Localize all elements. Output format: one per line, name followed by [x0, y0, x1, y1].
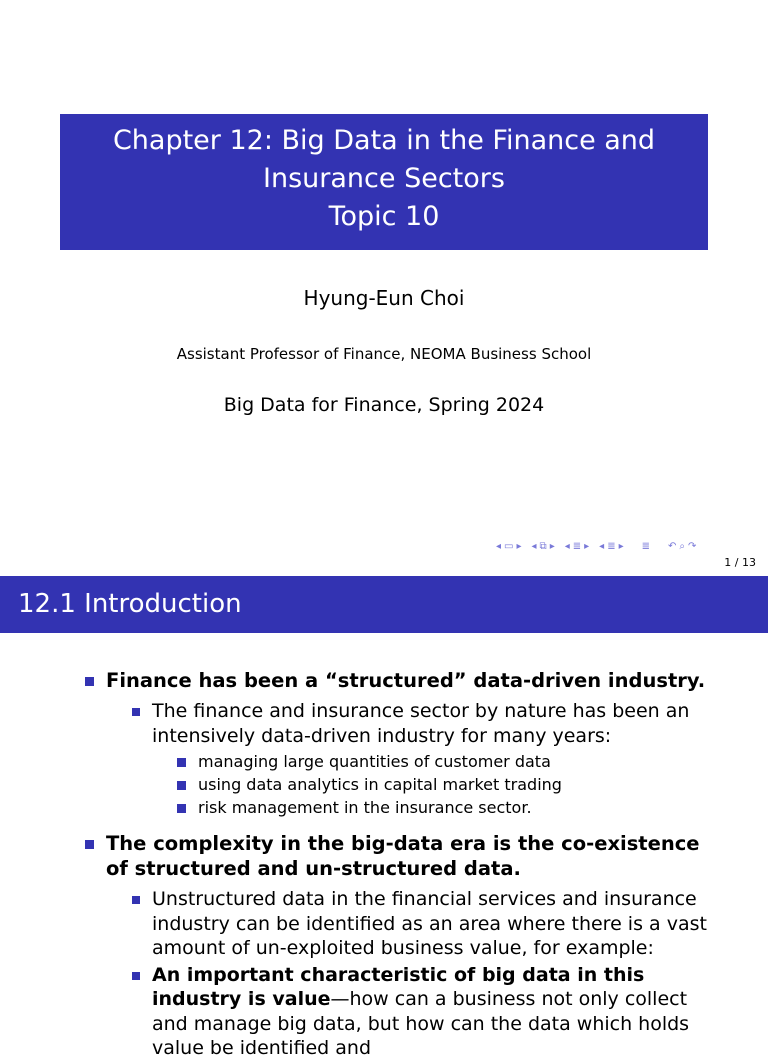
nav-next-slide-icon[interactable]: ▸: [516, 540, 522, 552]
sub-sub-bullet: [0, 796, 768, 819]
nav-subsection-icon[interactable]: ≣: [572, 540, 582, 552]
title-line-3: Topic 10: [328, 201, 440, 232]
nav-prev-section-icon[interactable]: ◂: [599, 540, 605, 552]
title-line-2: Insurance Sectors: [263, 163, 505, 194]
author-name: Hyung-Eun Choi: [303, 286, 465, 310]
slide-content: [0, 668, 768, 1061]
sub-sub-bullet-text: risk management in the insurance sector.: [198, 798, 532, 817]
author-institute: Assistant Professor of Finance, NEOMA Business School: [176, 345, 592, 363]
nav-next-subsection-icon[interactable]: ▸: [584, 540, 590, 552]
nav-forward-icon[interactable]: ↷: [688, 540, 697, 552]
beamer-navigation-bar: [496, 538, 764, 554]
nav-next-section-icon[interactable]: ▸: [618, 540, 624, 552]
bullet-square-icon: [132, 972, 140, 980]
bullet-square-icon: [132, 708, 140, 716]
title-line-1: Chapter 12: Big Data in the Finance and: [112, 125, 656, 156]
nav-toc-icon[interactable]: ≣: [641, 540, 651, 552]
bullet-square-icon: [85, 677, 94, 686]
sub-sub-bullet-text: managing large quantities of customer data: [198, 752, 551, 771]
sub-bullet-bold-text: An important characteristic of big data in this industry is value: [152, 963, 645, 1010]
nav-search-icon[interactable]: ⌕: [679, 540, 686, 552]
bullet-square-icon: [177, 804, 186, 813]
sub-bullet: [0, 887, 768, 961]
nav-section-icon[interactable]: ≣: [607, 540, 616, 552]
bullet-square-icon: [85, 840, 94, 849]
sub-sub-bullet-text: using data analytics in capital market trading: [198, 775, 562, 794]
bullet-text: The complexity in the big-data era is the co-existence of structured and un-structured data.: [106, 832, 700, 880]
nav-back-icon[interactable]: ↶: [668, 540, 677, 552]
sub-bullet-text: The finance and insurance sector by nature has been an intensively data-driven industry for many years:: [152, 700, 690, 747]
nav-next-frame-icon[interactable]: ▸: [549, 540, 555, 552]
sub-sub-bullet: [0, 773, 768, 796]
sub-bullet-text: Unstructured data in the financial services and insurance industry can be identified as an area where there is a vast amount of un-exploited business value, for example:: [152, 888, 707, 959]
nav-prev-subsection-icon[interactable]: ◂: [564, 540, 570, 552]
page-number: 1 / 13: [724, 556, 756, 569]
nav-frame-icon[interactable]: ⧉: [539, 540, 547, 552]
bullet-square-icon: [132, 896, 140, 904]
sub-bullet-text: —how can a business not only collect and manage big data, but how can the data which holds value be identified and: [152, 988, 690, 1059]
introduction-slide: [0, 576, 768, 1059]
bullet-item-1: [0, 668, 768, 693]
bullet-square-icon: [177, 758, 186, 767]
bullet-item-2: [0, 831, 768, 881]
nav-slide-icon[interactable]: ▭: [504, 540, 514, 552]
nav-prev-slide-icon[interactable]: ◂: [496, 540, 502, 552]
bullet-text: Finance has been a “structured” data-driven industry.: [106, 669, 706, 692]
bullet-square-icon: [177, 781, 186, 790]
sub-bullet: [0, 699, 768, 748]
sub-sub-bullet: [0, 750, 768, 773]
frame-title: 12.1 Introduction: [0, 576, 768, 633]
course-date: Big Data for Finance, Spring 2024: [223, 394, 545, 416]
sub-bullet: [0, 963, 768, 1061]
nav-prev-frame-icon[interactable]: ◂: [531, 540, 537, 552]
title-block: [60, 114, 708, 250]
